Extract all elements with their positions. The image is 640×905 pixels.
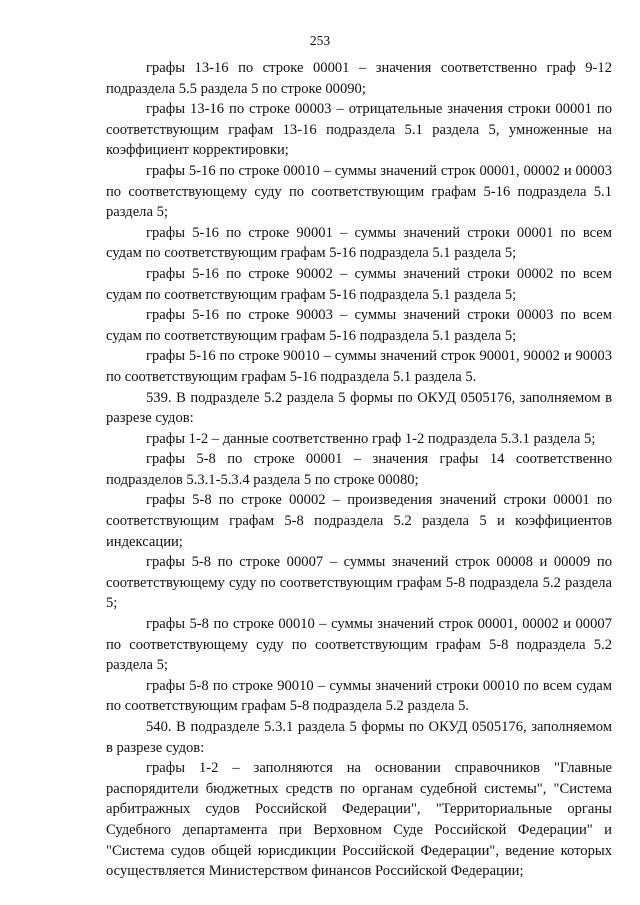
paragraph-2: графы 13-16 по строке 00003 – отрицательные значения строки 00001 по соответствующим графам 13-16 подраздела 5.1 раздела 5, умноженные на коэффициент корректировки; [106, 101, 612, 159]
paragraph-13: графы 5-8 по строке 00010 – суммы значений строк 00001, 00002 и 00007 по соответствующему суду по соответствующим графам 5-8 подраздела 5.2 раздела 5; [106, 616, 612, 674]
paragraph-14: графы 5-8 по строке 90010 – суммы значений строки 00010 по всем судам по соответствующим графам 5-8 подраздела 5.2 раздела 5. [106, 677, 612, 715]
page-number: 253 [309, 33, 331, 48]
paragraph-6: графы 5-16 по строке 90003 – суммы значений строки 00003 по всем судам по соответствующим графам 5-16 подраздела 5.1 раздела 5; [106, 307, 612, 344]
paragraph-12: графы 5-8 по строке 00007 – суммы значений строк 00008 и 00009 по соответствующему суду по соответствующим графам 5-8 подраздела 5.2 раздела 5; [106, 554, 612, 612]
paragraph-7: графы 5-16 по строке 90010 – суммы значений строк 90001, 90002 и 90003 по соответствующим графам 5-16 подраздела 5.1 раздела 5. [106, 348, 612, 385]
paragraph-16: графы 1-2 – заполняются на основании справочников "Главные распорядители бюджетных средств по органам судебной системы", "Система арбитражных судов Российской Федерации", "Территориальные органы Судебного департамента при Верховном Суде Российской Федерации" и "Система судов общей юрисдикции Российской Федерации", ведение которых осуществляется Министерством финансов Российской Федерации; [106, 760, 612, 880]
paragraph-10: графы 5-8 по строке 00001 – значения графы 14 соответственно подразделов 5.3.1-5.3.4 раздела 5 по строке 00080; [106, 451, 612, 488]
document-body [106, 58, 612, 882]
paragraph-5: графы 5-16 по строке 90002 – суммы значений строки 00002 по всем судам по соответствующим графам 5-16 подраздела 5.1 раздела 5; [106, 265, 612, 303]
paragraph-4: графы 5-16 по строке 90001 – суммы значений строки 00001 по всем судам по соответствующим графам 5-16 подраздела 5.1 раздела 5; [106, 224, 612, 262]
paragraph-15: 540. В подразделе 5.3.1 раздела 5 формы по ОКУД 0505176, заполняемом в разрезе судов: [106, 719, 612, 756]
paragraph-1: графы 13-16 по строке 00001 – значения соответственно граф 9-12 подраздела 5.5 раздела 5 по строке 00090; [106, 60, 612, 97]
paragraph-8: 539. В подразделе 5.2 раздела 5 формы по ОКУД 0505176, заполняемом в разрезе судов: [106, 389, 612, 427]
paragraph-11: графы 5-8 по строке 00002 – произведения значений строки 00001 по соответствующим графам 5-8 подраздела 5.2 раздела 5 и коэффициентов индексации; [106, 492, 612, 550]
paragraph-3: графы 5-16 по строке 00010 – суммы значений строк 00001, 00002 и 00003 по соответствующему суду по соответствующим графам 5-16 подраздела 5.1 раздела 5; [106, 162, 612, 221]
paragraph-9: графы 1-2 – данные соответственно граф 1-2 подраздела 5.3.1 раздела 5; [146, 430, 596, 447]
